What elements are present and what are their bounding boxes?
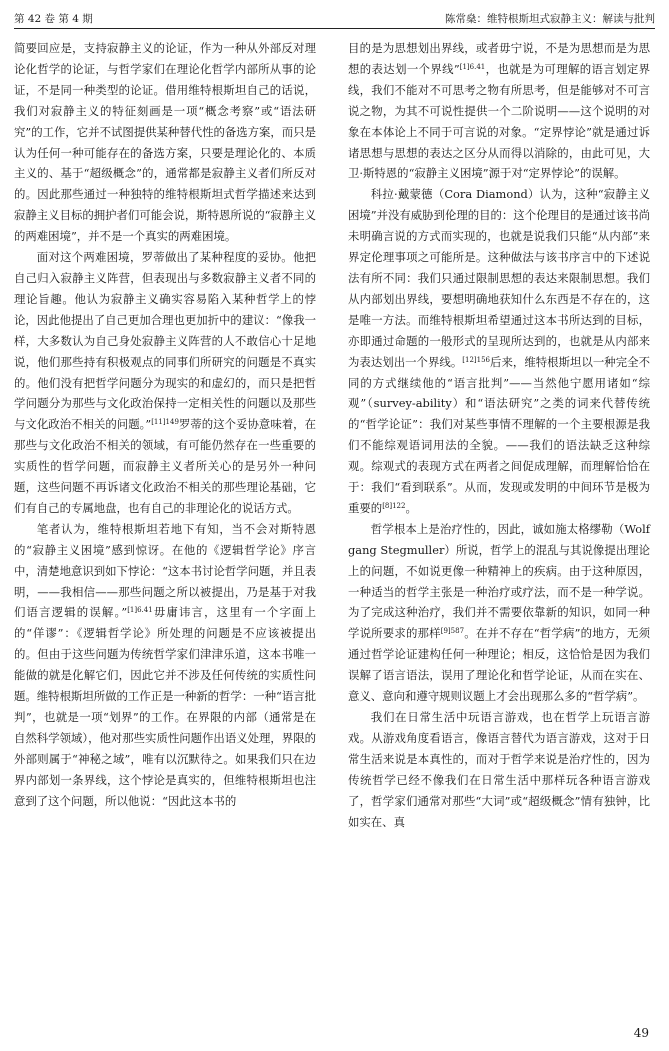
paragraph-text: 笔者认为，维特根斯坦若地下有知，当不会对斯特恩的“寂静主义困境”感到惊讶。在他的《逻辑哲学论》序言中，清楚地意识到如下悖论：“这本书讨论哲学问题，并且表明，——我相信——那些问题之所以被提出，乃是基于对我们语言逻辑的误解。” <box>14 521 316 620</box>
paragraph-text: ，也就是为可理解的语言划定界线，我们不能对不可思考之物有所思考，但是能够对不可言说之物，为其不可说性提供一个二阶说明——这个说明的对象在本体论上不同于可言说的对象。“定界悖论”就是通过诉诸思想与思想的表达之区分从而得以消除的，由此可见，大卫·斯特恩的“寂静主义困境”源于对“定界悖论”的误解。 <box>348 61 650 181</box>
paragraph-text: 哲学根本上是治疗性的，因此，诚如施太格缪勒（Wolfgang Stegmuller）所说，哲学上的混乱与其说像提出理论上的问题，不如说更像一种精神上的疾病。由于这种原因，一种适当的哲学主张是一种治疗或疗法，而不是一种学说。为了完成这种治疗，我们并不需要依靠新的知识，如同一种学说所要求的那样 <box>348 521 650 641</box>
paragraph-text: 后来，维特根斯坦以一种完全不同的方式继续他的“语言批判”——当然他宁愿用诸如“综观”（survey-ability）和“语法研究”之类的词来代替传统的“哲学论证”：我们对某些事情不理解的一个主要根源是我们不能综观语词用法的全貌。——我们的语法缺乏这种综观。综观式的表现方式在两者之间促成理解，而理解恰恰在于：我们“看到联系”。从而，发现或发明的中间环节是极为重要的 <box>348 354 650 515</box>
paragraph-text: 。在并不存在“哲学病”的地方，无须通过哲学论证建构任何一种理论；相反，这恰恰是因为我们误解了语言语法，误用了理论化和哲学论证，从而在实在、意义、意向和遵守规则议题上才会出现那么多的“哲学病”。 <box>348 626 650 704</box>
paragraph-text: 罗蒂的这个妥协意味着，在那些与文化政治不相关的领域，有可能仍然存在一些重要的实质性的哲学问题，而寂静主义者所关心的是另外一种问题，这些问题不再诉诸文化政治不相关的那些理论基础，它们有自己的专属地盘，也有自己的非理论化的说话方式。 <box>14 417 316 515</box>
citation-ref: [8]122 <box>382 501 406 510</box>
paragraph <box>14 519 316 812</box>
page-number: 49 <box>633 1026 649 1040</box>
paragraph <box>348 184 650 519</box>
paragraph-text: 毋庸讳言，这里有一个字面上的“佯谬”：《逻辑哲学论》所处理的问题是不应该被提出的。但由于这些问题为传统哲学家们津津乐道，这本书唯一能做的就是化解它们，因此它并不涉及任何传统的实质性问题。维特根斯坦所做的工作正是一种新的哲学：一种“语言批判”，也就是一项“划界”的工作。在界限的内部（通常是在自然科学领域），他对那些实质性问题作出语义处理，界限的外部则属于“神秘之域”，唯有以沉默待之。如果我们只在边界内部划一条界线，这个悖论是真实的，但维特根斯坦也注意到了这个问题，所以他说：“因此这本书的 <box>14 605 316 808</box>
citation-ref: [1]6.41 <box>459 62 486 71</box>
citation-ref: [11]149 <box>151 418 179 427</box>
citation-ref: [1]6.41 <box>127 606 153 615</box>
paragraph: 我们在日常生活中玩语言游戏，也在哲学上玩语言游戏。从游戏角度看语言，像语言替代为语言游戏，这对于日常生活来说是本真性的，而对于哲学来说是治疗性的，因为传统哲学已经不像我们在日常生活中那样玩各种语言游戏了，哲学家们通常对那些“大词”或“超级概念”情有独钟，比如实在、真 <box>348 710 650 829</box>
paragraph-text: 面对这个两难困境，罗蒂做出了某种程度的妥协。他把自己归入寂静主义阵营，但表现出与多数寂静主义者不同的理论旨趣。他认为寂静主义确实容易陷入某种哲学上的悖论，因此他提出了自己更加合理也更加折中的建议：“像我一样，大多数认为自己身处寂静主义阵营的人不敢信心十足地说，他们那些持有积极观点的同事们所研究的问题是不真实的。他们没有把哲学问题分为现实的和虚幻的，而只是把哲学问题分为那些与文化政治保持一定相关性的问题以及那些与文化政治不相关的问题。” <box>14 250 316 432</box>
paragraph-text: 。 <box>405 500 417 515</box>
paragraph-text: 目的是为思想划出界线，或者毋宁说，不是为思想而是为思想的表达划一个界线” <box>348 41 650 76</box>
paragraph-text: 科拉·戴蒙德（Cora Diamond）认为，这种“寂静主义困境”并没有威胁到伦理的目的：这个伦理目的是通过该书尚未明确言说的方式而实现的，也就是说我们只能“从内部”来界定伦理事项之可能所是。这种做法与该书序言中的下述说法有所不同：我们只通过限制思想的表达来限制思想。我们从内部划出界线，要想明确地获知什么东西是不存在的，这是唯一方法。而维特根斯坦希望通过这本书所达到的目标，亦即通过命题的一般形式的呈现所达到的，也就是从内部来为表达划出一个界线。 <box>348 187 650 369</box>
left-column <box>14 38 316 812</box>
article-author-title: 陈常燊：维特根斯坦式寂静主义：解读与批判 <box>445 13 655 25</box>
right-column <box>348 38 650 832</box>
paragraph: 简要回应是，支持寂静主义的论证，作为一种从外部反对理论化哲学的论证，与哲学家们在理论化哲学内部所从事的论证，不是同一种类型的论证。借用维特根斯坦自己的话说，我们对寂静主义的特征刻画是一项“概念考察”或“语法研究”的工作，它并不试图提供某种替代性的备选方案，而只是认为任何一种可能存在的备选方案，只要是理论化的、本质主义的、基于“超级概念”的，通常都是寂静主义者们所反对的。因此那些通过一种独特的维特根斯坦式哲学描述来达到寂静主义目标的拥护者们可能会说，斯特恩所说的“寂静主义的两难困境”，并不是一个真实的两难困境。 <box>14 41 316 244</box>
citation-ref: [9]587 <box>440 627 465 636</box>
journal-volume-issue: 第 42 卷 第 4 期 <box>14 13 93 25</box>
citation-ref: [12]156 <box>462 355 490 364</box>
paragraph <box>348 38 650 184</box>
running-header <box>14 8 655 26</box>
paragraph <box>348 519 650 707</box>
header-divider <box>14 28 655 29</box>
paragraph <box>14 247 316 519</box>
